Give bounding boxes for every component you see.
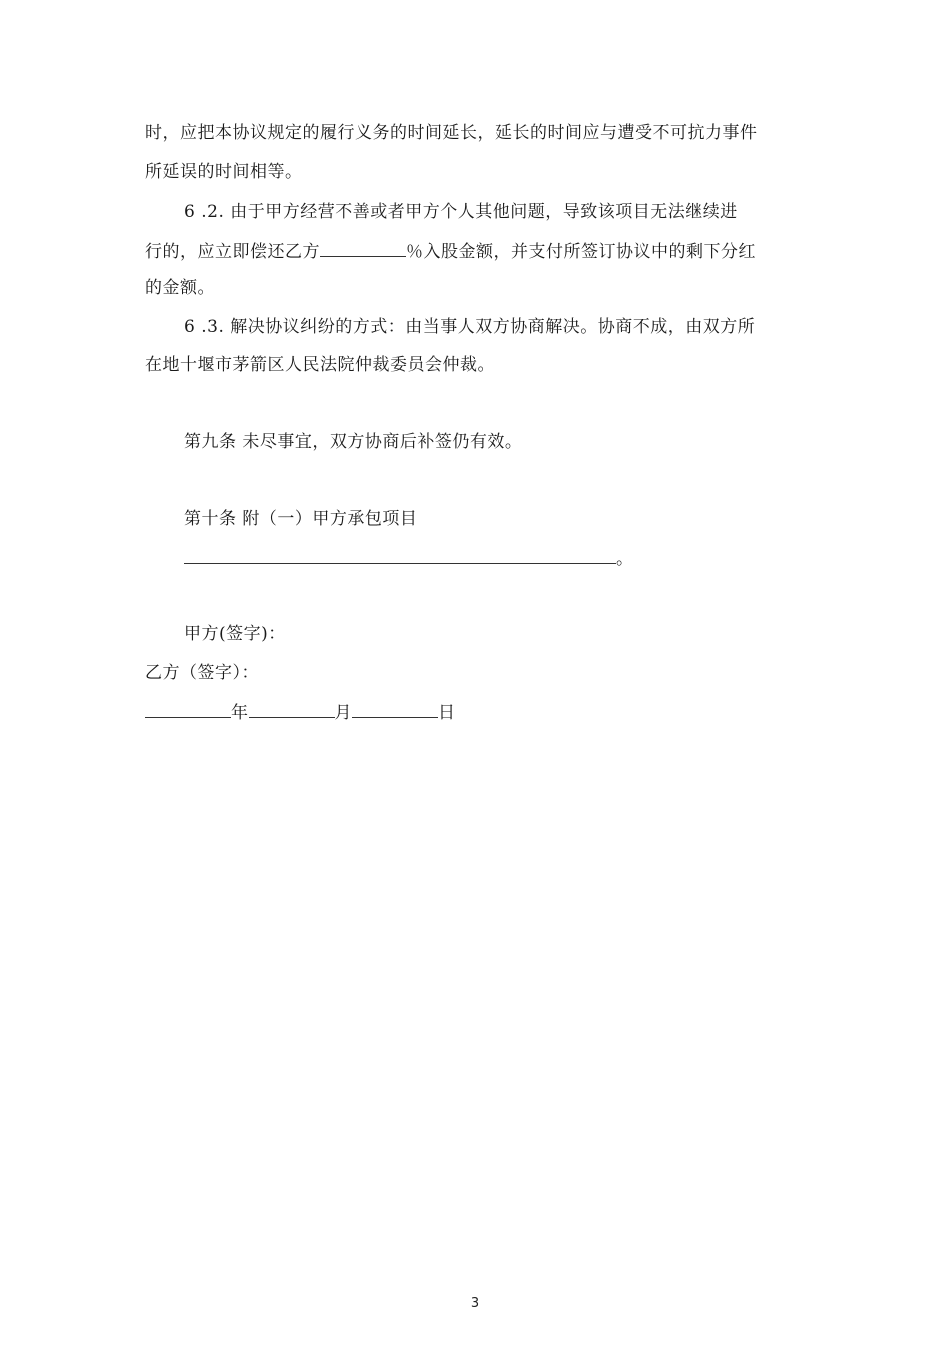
article-10: 第十条 附（一）甲方承包项目 bbox=[184, 509, 418, 529]
clause-6-3-line: 6 .3. 解决协议纠纷的方式：由当事人双方协商解决。协商不成，由双方所 bbox=[184, 317, 756, 337]
party-b-signature: 乙方（签字）： bbox=[145, 663, 259, 683]
month-label: 月 bbox=[334, 703, 352, 723]
percent-blank bbox=[320, 240, 406, 257]
day-label: 日 bbox=[438, 703, 456, 723]
party-a-signature: 甲方(签字)： bbox=[184, 624, 286, 644]
paragraph-text: ％入股金额，并支付所签订协议中的剩下分红 bbox=[406, 242, 756, 262]
paragraph-line: 所延误的时间相等。 bbox=[145, 162, 303, 182]
clause-6-2-line-blank bbox=[145, 240, 756, 262]
project-blank bbox=[184, 547, 616, 564]
article-9: 第九条 未尽事宜，双方协商后补签仍有效。 bbox=[184, 432, 523, 452]
paragraph-text: 。 bbox=[616, 549, 634, 569]
day-blank bbox=[352, 701, 438, 718]
paragraph-line: 的金额。 bbox=[145, 278, 215, 298]
clause-6-2-line: 6 .2. 由于甲方经营不善或者甲方个人其他问题，导致该项目无法继续进 bbox=[184, 202, 738, 222]
paragraph-line: 时，应把本协议规定的履行义务的时间延长，延长的时间应与遭受不可抗力事件 bbox=[145, 123, 758, 143]
paragraph-line: 在地十堰市茅箭区人民法院仲裁委员会仲裁。 bbox=[145, 355, 495, 375]
project-blank-line bbox=[184, 547, 634, 569]
paragraph-text: 行的，应立即偿还乙方 bbox=[145, 242, 320, 262]
year-blank bbox=[145, 701, 231, 718]
date-line bbox=[145, 701, 456, 723]
page-number: 3 bbox=[470, 1296, 480, 1311]
year-label: 年 bbox=[231, 703, 249, 723]
month-blank bbox=[249, 701, 335, 718]
